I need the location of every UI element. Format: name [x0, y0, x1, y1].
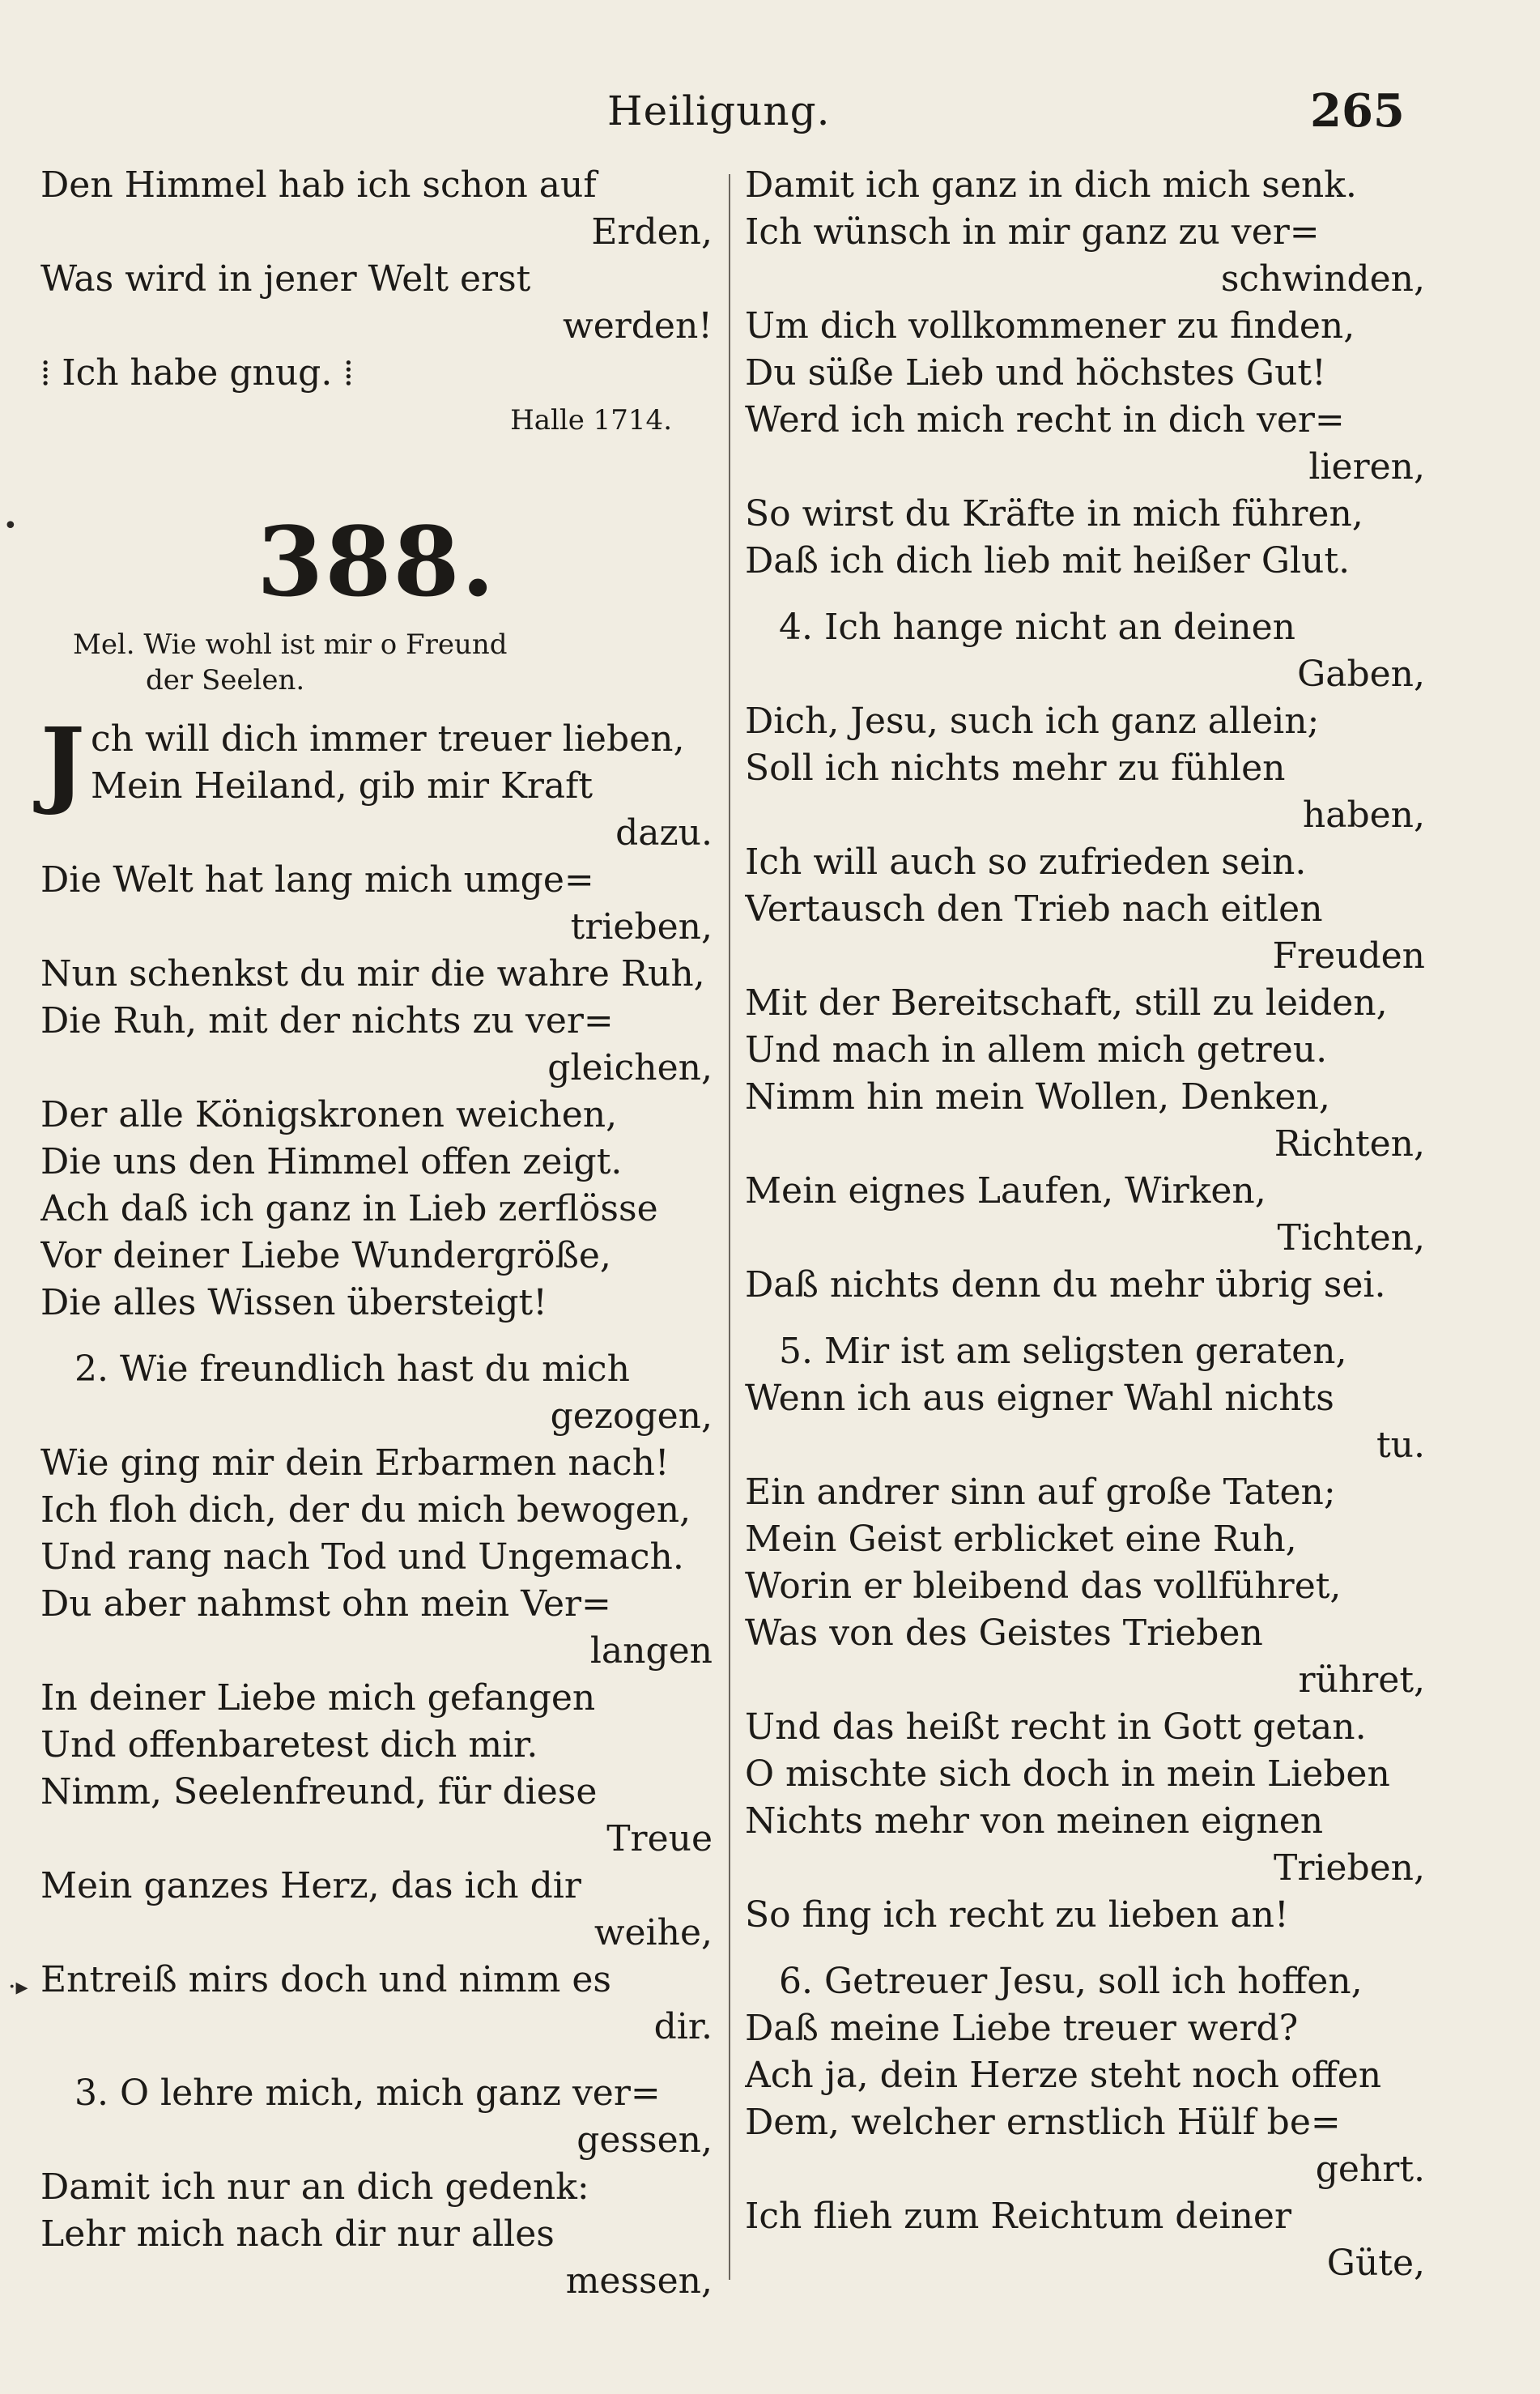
- verse-line: Die uns den Himmel offen zeigt.: [40, 1141, 623, 1182]
- verse-line: Der alle Königskronen weichen,: [40, 1094, 618, 1135]
- verse-line: Die Welt hat lang mich umge=: [40, 859, 594, 901]
- verse-line: Lehr mich nach dir nur alles: [40, 2213, 555, 2255]
- verse-line: Um dich vollkommener zu finden,: [745, 305, 1355, 347]
- verse-line: Güte,: [1326, 2243, 1425, 2284]
- verse-line: Mein Geist erblicket eine Ruh,: [745, 1519, 1297, 1560]
- verse-line: Mit der Bereitschaft, still zu leiden,: [745, 982, 1388, 1024]
- verse-line: Ich flieh zum Reichtum deiner: [745, 2196, 1291, 2237]
- verse-line: dir.: [653, 2006, 713, 2047]
- verse-line: Daß nichts denn du mehr übrig sei.: [745, 1264, 1386, 1306]
- verse-line: schwinden,: [1220, 258, 1425, 300]
- verse-line: Nun schenkst du mir die wahre Ruh,: [40, 953, 705, 995]
- verse-line: Nichts mehr von meinen eignen: [745, 1800, 1324, 1842]
- margin-mark-icon: •: [3, 512, 18, 540]
- verse-line: ⁞ Ich habe gnug. ⁞: [40, 352, 354, 394]
- verse-line: Ach ja, dein Herze steht noch offen: [745, 2055, 1382, 2096]
- verse-line: gezogen,: [550, 1395, 713, 1437]
- verse-line: 3. O lehre mich, mich ganz ver=: [74, 2072, 661, 2114]
- verse-line: Nimm hin mein Wollen, Denken,: [745, 1076, 1330, 1118]
- verse-line: Und rang nach Tod und Ungemach.: [40, 1536, 684, 1578]
- verse-line: Dich, Jesu, such ich ganz allein;: [745, 701, 1320, 742]
- verse-line: Mein eignes Laufen, Wirken,: [745, 1170, 1266, 1212]
- verse-line: messen,: [565, 2260, 713, 2302]
- verse-line: Trieben,: [1273, 1847, 1425, 1889]
- verse-line: So fing ich recht zu lieben an!: [745, 1894, 1289, 1936]
- verse-line: Soll ich nichts mehr zu fühlen: [745, 748, 1286, 789]
- verse-4: [745, 604, 1425, 1309]
- verse-line: Freuden: [1272, 935, 1425, 977]
- verse-line: 6. Getreuer Jesu, soll ich hoffen,: [779, 1961, 1363, 2002]
- verse-line: 5. Mir ist am seligsten geraten,: [779, 1331, 1347, 1372]
- verse-line: rühret,: [1298, 1659, 1425, 1701]
- verse-line: Du süße Lieb und höchstes Gut!: [745, 352, 1326, 394]
- verse-6: [745, 1958, 1425, 2287]
- verse-line: Vertausch den Trieb nach eitlen: [745, 888, 1323, 930]
- verse-line: weihe,: [593, 1912, 713, 1953]
- column-divider: [729, 174, 730, 2280]
- verse-line: Erden,: [591, 211, 713, 253]
- verse-line: Entreiß mirs doch und nimm es: [40, 1959, 611, 2000]
- verse-line: Damit ich nur an dich gedenk:: [40, 2166, 589, 2208]
- drop-cap: J: [40, 708, 85, 818]
- verse-line: Worin er bleibend das vollführet,: [745, 1565, 1342, 1607]
- verse-line: Die Ruh, mit der nichts zu ver=: [40, 1000, 614, 1042]
- verse-line: Du aber nahmst ohn mein Ver=: [40, 1583, 611, 1625]
- verse-line: lieren,: [1308, 446, 1425, 488]
- melody-note: der Seelen.: [146, 664, 305, 696]
- verse-1: [40, 708, 713, 1327]
- verse-first-line: [40, 708, 713, 818]
- verse-line: gleichen,: [547, 1047, 713, 1088]
- verse-line: Die alles Wissen übersteigt!: [40, 1282, 547, 1323]
- verse-3-continued: [745, 162, 1425, 585]
- melody-note: Mel. Wie wohl ist mir o Freund: [73, 628, 508, 661]
- verse-line: Dem, welcher ernstlich Hülf be=: [745, 2102, 1341, 2143]
- verse-line: Wie ging mir dein Erbarmen nach!: [40, 1442, 670, 1484]
- page-header: [0, 84, 1540, 152]
- verse-line: Damit ich ganz in dich mich senk.: [745, 164, 1357, 206]
- verse-line: Werd ich mich recht in dich ver=: [745, 399, 1345, 441]
- verse-line: Daß meine Liebe treuer werd?: [745, 2008, 1299, 2049]
- verse-line: So wirst du Kräfte in mich führen,: [745, 493, 1363, 535]
- verse-line: Ein andrer sinn auf große Taten;: [745, 1472, 1336, 1513]
- verse-line: Mein ganzes Herz, das ich dir: [40, 1865, 581, 1906]
- verse-line: Daß ich dich lieb mit heißer Glut.: [745, 540, 1351, 581]
- verse-line: 2. Wie freundlich hast du mich: [74, 1348, 630, 1390]
- verse-line: langen: [589, 1630, 713, 1672]
- hymn-source: Halle 1714.: [510, 404, 672, 437]
- verse-line: Vor deiner Liebe Wundergröße,: [40, 1235, 611, 1276]
- verse-line: gehrt.: [1315, 2149, 1425, 2190]
- verse-line: Ich wünsch in mir ganz zu ver=: [745, 211, 1320, 253]
- verse-line: dazu.: [615, 812, 713, 854]
- verse-line: Ich floh dich, der du mich bewogen,: [40, 1489, 691, 1531]
- verse-line: Den Himmel hab ich schon auf: [40, 164, 597, 206]
- page-number: 265: [1310, 84, 1405, 138]
- verse-5: [745, 1328, 1425, 1939]
- verse-3: [40, 2070, 713, 2305]
- verse-line: haben,: [1302, 794, 1425, 836]
- verse-line: Wenn ich aus eigner Wahl nichts: [745, 1378, 1334, 1419]
- margin-mark-icon: ·▸: [8, 1973, 28, 2001]
- hymn-number: 388.: [257, 505, 496, 618]
- left-column: [40, 162, 713, 2305]
- verse-line: tu.: [1376, 1425, 1425, 1466]
- verse-line: Was von des Geistes Trieben: [745, 1612, 1263, 1654]
- right-column: [745, 162, 1425, 2287]
- verse-line: Und das heißt recht in Gott getan.: [745, 1706, 1367, 1748]
- verse-line: ch will dich immer treuer lieben,: [91, 718, 685, 760]
- verse-line: Nimm, Seelenfreund, für diese: [40, 1771, 598, 1813]
- previous-hymn-ending: [40, 162, 713, 441]
- verse-line: gessen,: [576, 2119, 713, 2161]
- verse-line: Und mach in allem mich getreu.: [745, 1029, 1328, 1071]
- verse-line: Gaben,: [1297, 654, 1425, 695]
- verse-line: Ich will auch so zufrieden sein.: [745, 841, 1307, 883]
- verse-line: O mischte sich doch in mein Lieben: [745, 1753, 1390, 1795]
- verse-line: 4. Ich hange nicht an deinen: [779, 607, 1296, 648]
- verse-line: Tichten,: [1277, 1217, 1425, 1259]
- verse-line: Mein Heiland, gib mir Kraft: [91, 765, 593, 807]
- verse-line: werden!: [563, 305, 713, 347]
- verse-line: In deiner Liebe mich gefangen: [40, 1677, 596, 1719]
- verse-line: Was wird in jener Welt erst: [40, 258, 531, 300]
- verse-line: Und offenbaretest dich mir.: [40, 1724, 538, 1766]
- verse-line: trieben,: [570, 906, 713, 948]
- verse-line: Treue: [606, 1818, 713, 1859]
- verse-line: Ach daß ich ganz in Lieb zerflösse: [40, 1188, 658, 1229]
- verse-line: Richten,: [1274, 1123, 1425, 1165]
- running-head: Heiligung.: [607, 87, 831, 134]
- verse-2: [40, 1346, 713, 2051]
